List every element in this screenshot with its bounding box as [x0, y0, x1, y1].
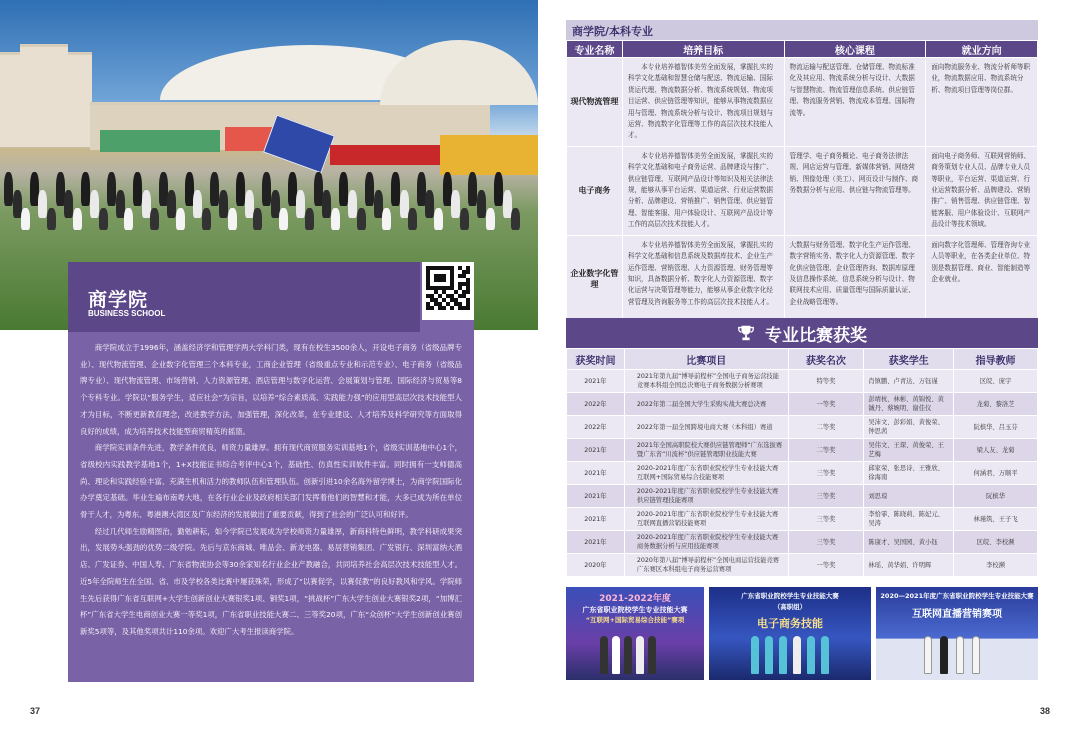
award-rank: 三等奖: [788, 531, 864, 554]
award-item: 2022年第一届全国跨境电商大赛（本科组）赛道: [624, 416, 788, 439]
trophy-icon: [737, 324, 755, 342]
awards-title-bar: [566, 318, 1038, 348]
award-rank: 一等奖: [788, 393, 864, 416]
major-career: 面向数字化管理师、管理咨询专业人员等职业，在各类企业单位、特别是数据管理、商业、智能制造等企业就业。: [926, 235, 1038, 323]
school-intro-text: [80, 340, 462, 641]
table-row: [567, 485, 1038, 508]
competition-photo: [566, 587, 704, 680]
award-item: 2021年全国高职院校大赛供应链管理师“广东选拔赛暨广东省“川流杯”供应链管理职业技能大赛: [624, 439, 788, 462]
award-year: 2021年: [567, 508, 625, 531]
award-item: 2021年第九届“博导前程杯”全国电子商务运营技能竞赛本科组全国总决赛电子商务数据分析赛项: [624, 370, 788, 393]
award-students: 刘思琼: [864, 485, 954, 508]
table-row: [567, 235, 1038, 323]
photo-caption: 电子商务技能: [757, 617, 823, 630]
award-teacher: 阮槟华、吕玉芬: [954, 416, 1038, 439]
award-students: 李恰霏、陈晓莉、陈妃元、吴涛: [864, 508, 954, 531]
table-header: 核心课程: [784, 41, 926, 58]
award-item: 2022年第二届全国大学生采购实战大赛总决赛: [624, 393, 788, 416]
awards-table: [566, 348, 1038, 577]
award-teacher: 龙菊、黎洛芝: [954, 393, 1038, 416]
award-year: 2021年: [567, 370, 625, 393]
award-year: 2020年: [567, 554, 625, 577]
school-name: 商学院: [88, 289, 149, 311]
intro-paragraph: 商学院实训条件先进，教学条件优良，师资力量雄厚。拥有现代商贸服务实训基地1个，省级实训基地中心1个，省级校内实践教学基地1个，1+X技能证书综合考评中心1个，基础性、仿真性实训软件丰富。同时拥有一支师德高尚、理论和实践经验丰富、充满生机和活力的教师队伍和管理队伍。创新引进10余名海外留学博士，为商学院国际化办学奠定基础。毕业生遍布南粤大地，在各行业企业及政府相关部门发挥着他们的智慧和才能，大多已成为所在单位骨干人才，为粤东、粤港澳大湾区及广东经济的发展做出了重要贡献，得到了社会的广泛认可和好评。: [80, 443, 462, 520]
table-header: 获奖名次: [788, 349, 864, 370]
table-header: 获奖学生: [864, 349, 954, 370]
award-item: 2020-2021年度广东省职业院校学生专业技能大赛商务数据分析与应用技能赛项: [624, 531, 788, 554]
table-row: [567, 508, 1038, 531]
award-year: 2021年: [567, 531, 625, 554]
page-number-right: 38: [1040, 706, 1051, 716]
award-item: 2020年第八届“博导前程杯”全国电商运营技能竞赛广东赛区本科组电子商务运营赛项: [624, 554, 788, 577]
award-teacher: 林瑾筑、王子飞: [954, 508, 1038, 531]
major-courses: 管理学、电子商务概论、电子商务法律法规、网店运营与管理、新媒体营销、网络营销、图像处理（美工）、网页设计与制作、商务数据分析与应用、供应链与物流管理等。: [784, 146, 926, 235]
table-row: [567, 146, 1038, 235]
award-rank: 二等奖: [788, 439, 864, 462]
table-header: 培养目标: [622, 41, 784, 58]
table-header: 专业名称: [567, 41, 623, 58]
major-name: 企业数字化管理: [567, 235, 623, 323]
major-name: 现代物流管理: [567, 58, 623, 147]
table-row: [567, 370, 1038, 393]
award-students: 肖镇鹏、卢青达、万钰谨: [864, 370, 954, 393]
award-rank: 二等奖: [788, 416, 864, 439]
photo-caption: 互联网直播营销赛项: [912, 609, 1002, 620]
table-row: [567, 439, 1038, 462]
award-students: 吴沛文、彭彩娟、黄俊荣、钟思茜: [864, 416, 954, 439]
table-row: [567, 416, 1038, 439]
photo-caption-top: 广东省职业院校学生专业技能大赛: [741, 592, 839, 600]
awards-title: 专业比赛获奖: [765, 325, 867, 346]
award-item: 2020-2021年度广东省职业院校学生专业技能大赛互联网+国际贸易综合技能赛项: [624, 462, 788, 485]
section-title: 商学院/本科专业: [566, 20, 1038, 40]
award-year: 2021年: [567, 485, 625, 508]
major-name: 电子商务: [567, 146, 623, 235]
table-header: 就业方向: [926, 41, 1038, 58]
photo-caption-top: 2021-2022年度: [599, 594, 671, 604]
table-row: [567, 462, 1038, 485]
award-rank: 一等奖: [788, 554, 864, 577]
school-name-en: BUSINESS SCHOOL: [88, 309, 166, 318]
award-year: 2021年: [567, 462, 625, 485]
award-teacher: 区皖、李校濒: [954, 531, 1038, 554]
award-teacher: 梁人友、龙菊: [954, 439, 1038, 462]
photo-caption-top: 2020—2021年度广东省职业院校学生专业技能大赛: [880, 592, 1034, 600]
award-students: 邱家荣、张思诗、王雅欣、徐海南: [864, 462, 954, 485]
major-courses: 大数据与财务管理、数字化生产运作管理、数字营销实务、数字化人力资源管理、数字化供应链管理、企业管理咨询、数据库原理及信息操作系统、信息系统分析与设计、物联网技术应用、质量管理与国际质量认证、企业战略管理等。: [784, 235, 926, 323]
award-year: 2022年: [567, 416, 625, 439]
qr-code-icon: [422, 262, 474, 320]
award-teacher: 何涵君、万顺平: [954, 462, 1038, 485]
award-rank: 三等奖: [788, 485, 864, 508]
competition-photo: [709, 587, 871, 680]
award-year: 2022年: [567, 393, 625, 416]
table-row: [567, 58, 1038, 147]
major-courses: 物流运输与配送管理、仓储管理、物流标准化及其应用、物流系统分析与设计、大数据与智慧物流、物流管理信息系统、供应链管理、物流服务营销、物流成本管理、国际物流等。: [784, 58, 926, 147]
award-rank: 特等奖: [788, 370, 864, 393]
award-students: 陈康才、吴国园、黄小钰: [864, 531, 954, 554]
table-header: 指导教师: [954, 349, 1038, 370]
page-number-left: 37: [30, 706, 41, 716]
award-teacher: 阮槟华: [954, 485, 1038, 508]
table-header: 获奖时间: [567, 349, 625, 370]
major-goal: 本专业培养德智体美劳全面发展，掌握扎实的科学文化基础和智慧仓储与配送、物流运输、国际货运代理、物流数据分析、物流系统规划、物流项目运营、供应链管理等知识，能够从事物流数据应用与管理、物流系统分析与设计、物流项目规划与运营、物流数字化管理等工作的高层次技术技能人才。: [622, 58, 784, 147]
table-row: [567, 531, 1038, 554]
award-students: 林瑶、黄华娟、许明辉: [864, 554, 954, 577]
major-goal: 本专业培养德智体美劳全面发展，掌握扎实的科学文化基础和信息系统及数据库技术、企业生产运作管理、营销管理、人力资源管理、财务管理等知识，具备数据分析、数字化人力资源管理、数字化运营与决策管理等能力，能够从事企业数字化经营管理及咨询服务等工作的高层次技术技能人才。: [622, 235, 784, 323]
award-rank: 三等奖: [788, 508, 864, 531]
intro-paragraph: 商学院成立于1996年，涵盖经济学和管理学两大学科门类，现有在校生3500余人，开设电子商务（省级品牌专业）、现代物流管理、企业数字化管理三个本科专业，工商企业管理（省级重点专业和示范专业）、电子商务（省级品牌专业）、现代物流管理、市场营销、人力资源管理、酒店管理与数字化运营、会展策划与管理、国际经济与贸易等8个专科专业。学院以“服务学生，适应社会”为宗旨，以培养“综合素质高、实践能力强”的应用型高层次技术技能型人才为目标，不断更新教育理念，改进教学方法，加强管理，深化改革，在专业建设、人才培养及科学研究等方面取得良好的成绩，成为培养技术技能型商贸精英的摇篮。: [80, 343, 462, 436]
table-row: [567, 393, 1038, 416]
photo-caption: 广东省职业院校学生专业技能大赛: [582, 606, 688, 614]
major-career: 面向物流服务业、物流分析师等职业，物流数据应用、物流系统分析、物流项目管理等岗位群。: [926, 58, 1038, 147]
award-teacher: 区皖、庞宇: [954, 370, 1038, 393]
award-item: 2020-2021年度广东省职业院校学生专业技能大赛供应链管理技能赛项: [624, 485, 788, 508]
competition-photo: [876, 587, 1038, 680]
award-rank: 三等奖: [788, 462, 864, 485]
majors-table: [566, 40, 1038, 324]
award-students: 吴伟文、王琛、黄俊荣、王艺梅: [864, 439, 954, 462]
table-header: 比赛项目: [624, 349, 788, 370]
award-students: 彭靖杭、林彬、黄锦悦、黄铖丹、蔡婉明、谢佳仪: [864, 393, 954, 416]
major-goal: 本专业培养德智体美劳全面发展，掌握扎实的科学文化基础和电子商务运营、品牌建设与推广、供应链管理、互联网产品设计等知识及相关法律法规，能够从事平台运营、渠道运营、行业运营数据分析、品牌建设、营销推广、销售管理、供应链管理、智能客服、用户体验设计、互联网产品设计等工作的高层次技术技能人才。: [622, 146, 784, 235]
major-career: 面向电子商务师、互联网营销师、商务策划专业人员、品牌专业人员等职业，平台运营、渠道运营、行业运营数据分析、品牌建设、营销推广、销售管理、供应链管理、智能客服、用户体验设计、互联网产品设计等技术领域。: [926, 146, 1038, 235]
photo-caption: “互联网+国际贸易综合技能”赛项: [585, 616, 685, 624]
photo-caption: （高职组）: [773, 603, 807, 611]
table-row: [567, 554, 1038, 577]
award-item: 2020-2021年度广东省职业院校学生专业技能大赛互联网直播营销技能赛项: [624, 508, 788, 531]
award-teacher: 李校濒: [954, 554, 1038, 577]
award-year: 2021年: [567, 439, 625, 462]
intro-paragraph: 经过几代师生励精图治，勤勉耕耘，如今学院已发展成为学校师资力量雄厚，新商科特色鲜明，教学科研成果突出，发展势头强劲的优势二级学院。先后与京东商城、唯品会、新龙电器、易居营销集团、广发银行、深圳富纳大酒店、广发证券、中国人寿、广东省物流协会等30余家知名行业企业产教融合，共同培养社会高层次技术技能型人才。近5年全院师生在全国、省、市及学校各类比赛中屡获殊荣，形成了“以赛促学，以赛促教”的良好教风和学风。学院师生先后获得广东省互联网+大学生创新创业大赛银奖1项、铜奖1项，“挑战杯”广东大学生创业大赛银奖2项，“加博汇杯”广东省大学生电商创业大赛一等奖1项，广东省职业技能大赛二、三等奖20项，广东“众创杯”大学生创新创业赛创新奖5项等，及其他奖项共计110余项。欢迎广大考生报读商学院。: [80, 526, 462, 636]
